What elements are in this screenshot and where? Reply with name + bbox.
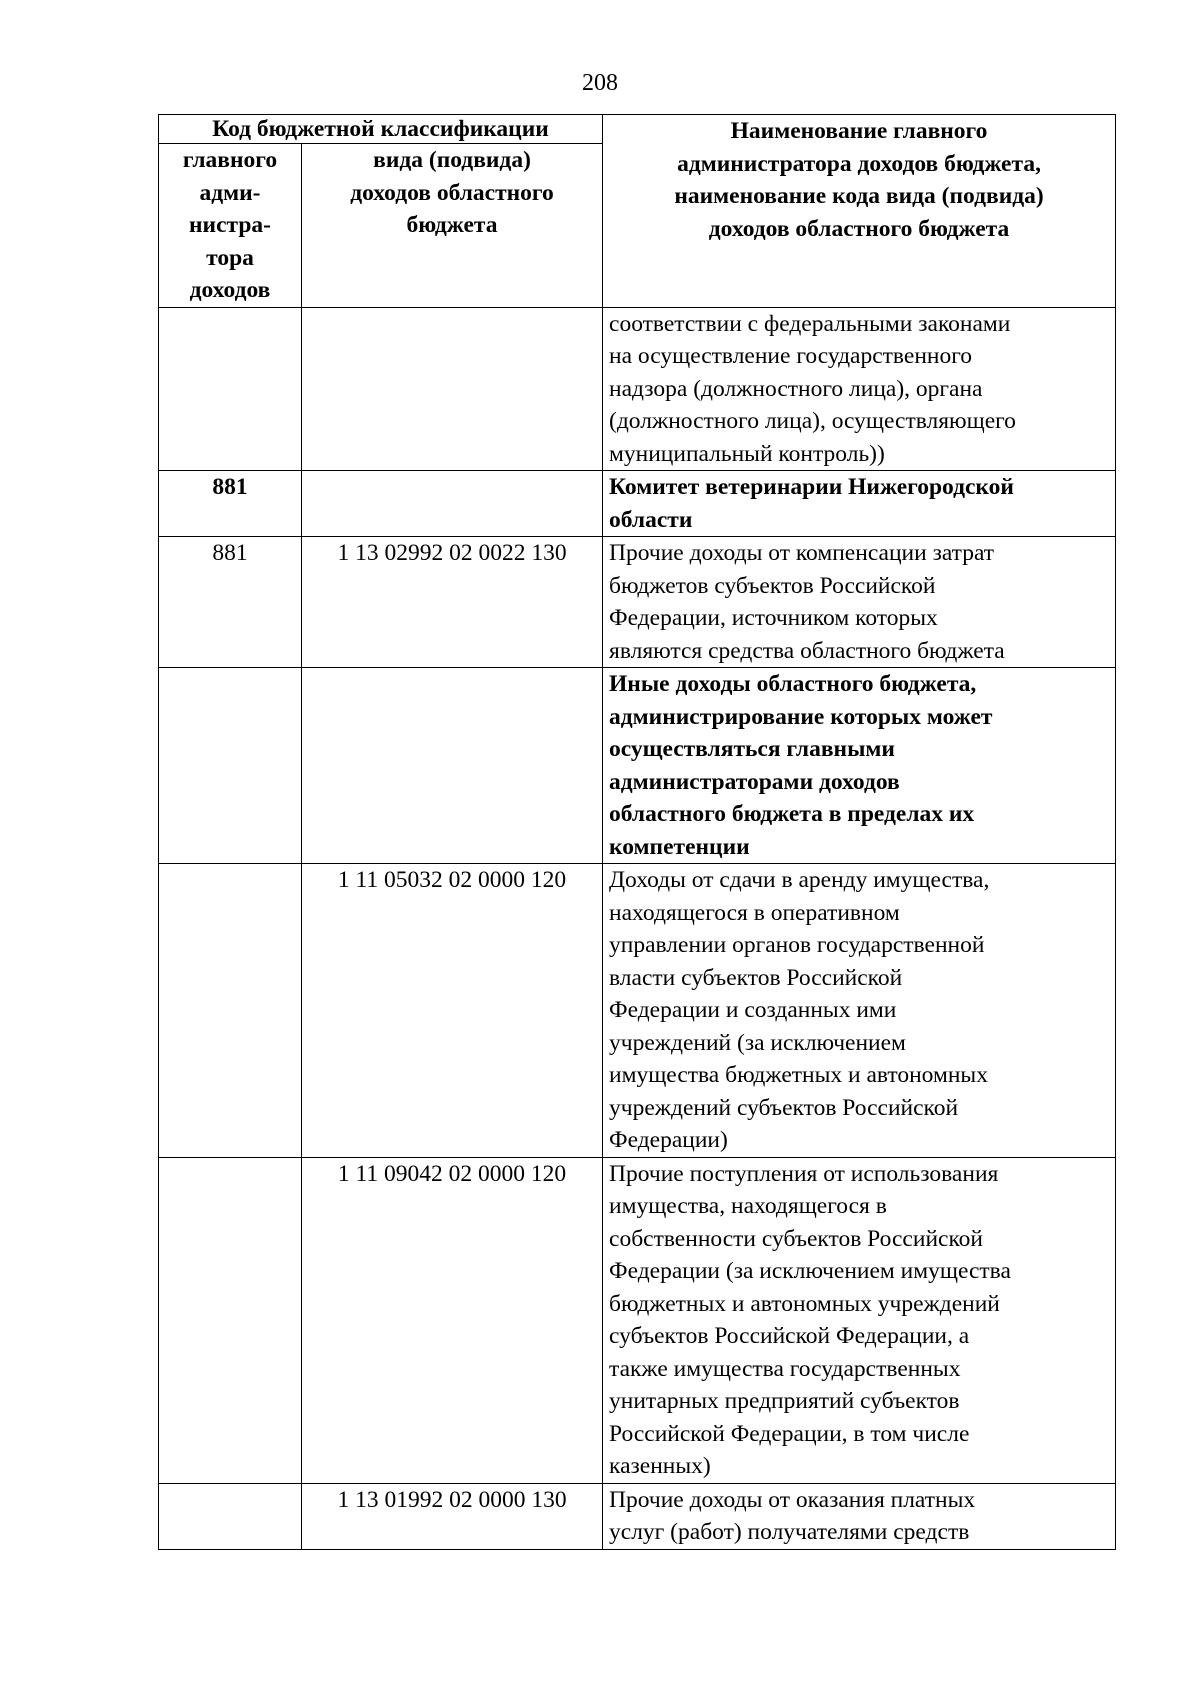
- code-column-header: вида (подвида) доходов областного бюджета: [302, 144, 603, 308]
- admin-code-cell: [159, 1483, 302, 1549]
- table-row-administrator: [159, 471, 1116, 537]
- header-row-group: [159, 115, 1116, 144]
- admin-code-cell: [159, 307, 302, 471]
- revenue-name-cell: Доходы от сдачи в аренду имущества, находящегося в оперативном управлении органов государственной власти субъектов Российской Федерации и созданных ими учреждений (за исключением имущества бюджетных и автономных учреждений субъектов Российской Федерации): [603, 864, 1116, 1158]
- table-row: [159, 537, 1116, 668]
- page-number: 208: [582, 70, 618, 96]
- revenue-code-cell: 1 11 05032 02 0000 120: [302, 864, 603, 1158]
- classification-code-group-header: Код бюджетной классификации: [159, 115, 603, 144]
- revenue-code-cell: [302, 307, 603, 471]
- table-row-section: [159, 668, 1116, 864]
- revenue-name-cell: Прочие поступления от использования имущества, находящегося в собственности субъектов Российской Федерации (за исключением имущества бюджетных и автономных учреждений субъектов Российской Федерации, а также имущества государственных унитарных предприятий субъектов Российской Федерации, в том числе казенных): [603, 1157, 1116, 1483]
- revenue-code-cell: 1 13 01992 02 0000 130: [302, 1483, 603, 1549]
- admin-code-cell: [159, 1157, 302, 1483]
- table-row: [159, 1157, 1116, 1483]
- name-column-header: Наименование главного администратора доходов бюджета, наименование кода вида (подвида) доходов областного бюджета: [603, 115, 1116, 308]
- admin-code-cell: 881: [159, 537, 302, 668]
- section-heading-cell: Иные доходы областного бюджета, администрирование которых может осуществляться главными администраторами доходов областного бюджета в пределах их компетенции: [603, 668, 1116, 864]
- admin-code-cell: [159, 668, 302, 864]
- revenue-name-cell: Прочие доходы от оказания платных услуг (работ) получателями средств: [603, 1483, 1116, 1549]
- admin-code-cell: [159, 864, 302, 1158]
- revenue-code-cell: [302, 668, 603, 864]
- table-body: [159, 307, 1116, 1549]
- revenue-name-cell: Прочие доходы от компенсации затрат бюджетов субъектов Российской Федерации, источником которых являются средства областного бюджета: [603, 537, 1116, 668]
- table-row: [159, 864, 1116, 1158]
- admin-column-header: главного адми- нистра- тора доходов: [159, 144, 302, 308]
- table-row: [159, 307, 1116, 471]
- table-row: [159, 1483, 1116, 1549]
- revenue-code-cell: [302, 471, 603, 537]
- admin-code-cell: 881: [159, 471, 302, 537]
- revenue-code-cell: 1 13 02992 02 0022 130: [302, 537, 603, 668]
- revenue-name-cell: соответствии с федеральными законами на осуществление государственного надзора (должностного лица), органа (должностного лица), осуществляющего муниципальный контроль)): [603, 307, 1116, 471]
- administrator-name-cell: Комитет ветеринарии Нижегородской области: [603, 471, 1116, 537]
- revenue-classification-table: [158, 114, 1116, 1550]
- revenue-code-cell: 1 11 09042 02 0000 120: [302, 1157, 603, 1483]
- table-header: [159, 115, 1116, 308]
